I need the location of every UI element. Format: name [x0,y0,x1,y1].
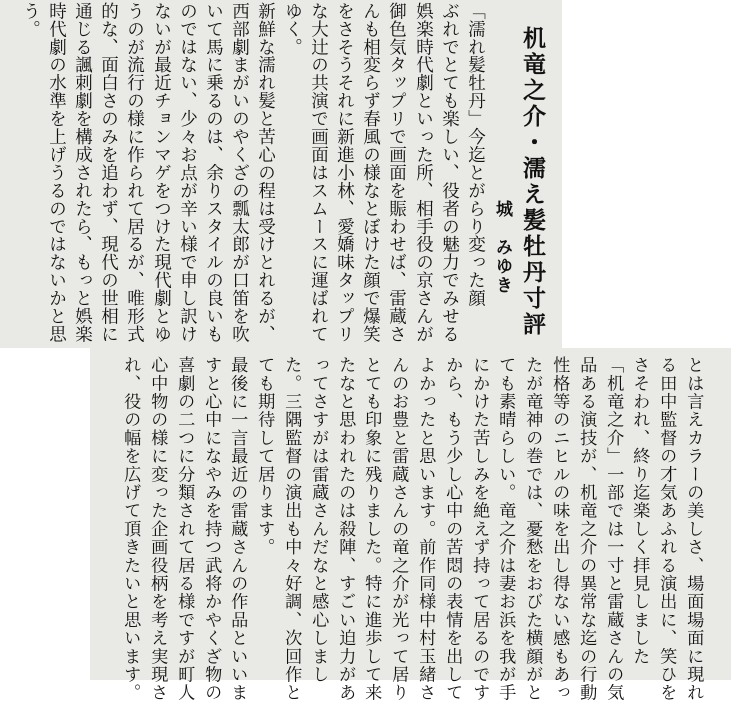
text-column: 喜劇の二つに分類されて居る様ですが町人 [174,356,195,702]
text-column: 御色気タップリで画面を賑わせば、雷蔵さ [386,2,407,344]
text-column: うのが流行の様に作られて居るが、唯形式 [124,2,145,344]
text-column: ても素晴らしい。竜之介は妻お浜を我が手 [495,356,516,702]
text-column: ってさすがは雷蔵さんだなと感心しまし [308,356,329,684]
text-column: 「濡れ髪牡丹」今迄とがらり変った顔 [465,2,486,308]
text-column: ぶれでとても楽しい、役者の魅力でみせる [439,2,460,344]
article-author: 城 みゆき [492,200,512,295]
text-column: う。 [20,2,41,38]
text-column: んのお豊と雷蔵さんの竜之介が光って居り [388,356,409,702]
text-column: れ、役の幅を広げて頂きたいと思います。 [120,356,141,702]
text-column: ゆく。 [282,2,303,56]
text-column: 娯楽時代劇といった所、相手役の京さんが [413,2,434,344]
text-column: ても期待して居ります。 [254,356,275,557]
text-column: 新鮮な濡れ髪と苦心の程は受けとれるが、 [255,2,276,344]
text-column: から、もう少し心中の苦悶の表情を出して [442,356,463,702]
text-column: 最後に一言最近の雷蔵さんの作品といいま [227,356,248,702]
text-column: 的な、面白さのみを追わず、現代の世相に [98,2,119,344]
text-column: な大辻の共演で画面はスムースに運ばれて [308,2,329,344]
text-column: さそわれ、終り迄楽しく拝見しました [629,356,650,666]
text-column: をさそうそれに新進小林、愛嬌味タップリ [334,2,355,344]
text-column: にかけた苦しみを絶えず持って居るのです [469,356,490,702]
text-column: いて馬に乗るのは、余りスタイルの良いも [203,2,224,344]
text-column: よかったと思います。前作同様中村玉緒さ [415,356,436,702]
text-column: 性格等のニヒルの味を出し得ない感もあっ [549,356,570,702]
text-column: ないが最近チョンマゲをつけた現代劇とゆ [151,2,172,344]
text-column: すと心中になやみを持つ武将かやくざ物の [201,356,222,702]
text-column: 時代劇の水準を上げうるのではないかと思 [46,2,67,344]
text-column: たが竜神の巻では、憂愁をおびた横顔がと [522,356,543,702]
text-column: る田中監督の才気あふれる演出に、笑ひを [656,356,677,702]
text-column: 西部劇まがいのやくざの瓢太郎が口笛を吹 [229,2,250,344]
text-column: とは言えカラーの美しさ、場面場面に現れ [683,356,704,702]
text-column: んも相変らず春風の様なとぼけた顔で爆笑 [360,2,381,344]
text-column: 「机竜之介」一部では一寸と雷蔵さんの気 [603,356,624,702]
article-title: 机竜之介・濡え髪牡丹寸評 [519,26,546,338]
text-column: 品ある演技が、机竜之介の異常な迄の行動 [576,356,597,702]
text-column: 通じる諷刺劇を構成されたら、もっと娯楽 [72,2,93,344]
text-column: た。三隅監督の演出も中々好調、次回作と [281,356,302,702]
text-column: とても印象に残りました。特に進歩して来 [361,356,382,702]
text-column: 心中物の様に変った企画役柄を考え実現さ [147,356,168,702]
text-column: たなと思われたのは殺陣、すごい迫力があ [335,356,356,702]
text-column: のではない、少々お点が辛い様で申し訳け [177,2,198,344]
